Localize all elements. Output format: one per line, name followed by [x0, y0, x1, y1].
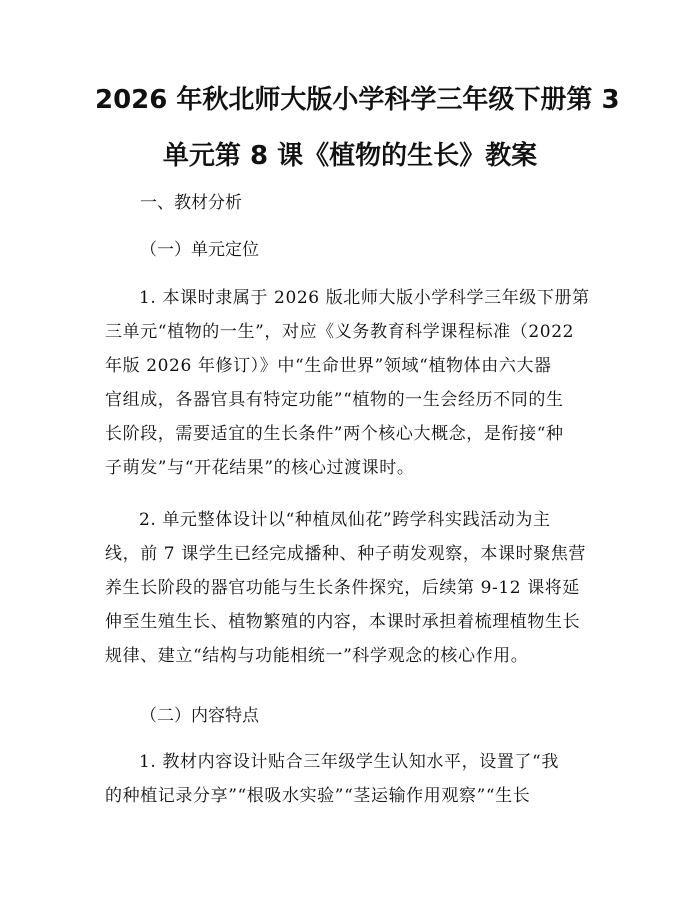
paragraph-line: 1. 本课时隶属于 2026 版北师大版小学科学三年级下册第 [139, 288, 590, 308]
paragraph-content-features-1 [105, 745, 600, 813]
title-line-1: 2026 年秋北师大版小学科学三年级下册第 3 [95, 85, 620, 115]
paragraph-line: 1. 教材内容设计贴合三年级学生认知水平，设置了“我 [139, 752, 559, 772]
title-line-2: 单元第 8 课《植物的生长》教案 [162, 141, 538, 171]
paragraph-line: 年版 2026 年修订）》中“生命世界”领域“植物体由六大器 [105, 356, 552, 376]
paragraph-line: 子萌发”与“开花结果”的核心过渡课时。 [105, 458, 415, 478]
subsection-heading-unit-positioning: （一）单元定位 [140, 240, 259, 260]
paragraph-line: 伸至生殖生长、植物繁殖的内容，本课时承担着梳理植物生长 [105, 612, 581, 632]
paragraph-line: 规律、建立“结构与功能相统一”科学观念的核心作用。 [105, 646, 529, 666]
paragraph-line: 的种植记录分享”“根吸水实验”“茎运输作用观察”“生长 [105, 786, 531, 806]
paragraph-line: 官组成，各器官具有特定功能”“植物的一生会经历不同的生 [105, 390, 564, 410]
paragraph-unit-positioning-2 [105, 503, 600, 673]
document-title [95, 72, 620, 184]
paragraph-line: 养生长阶段的器官功能与生长条件探究，后续第 9-12 课将延 [105, 578, 580, 598]
paragraph-line: 三单元“植物的一生”，对应《义务教育科学课程标准（2022 [105, 322, 575, 342]
paragraph-line: 2. 单元整体设计以“种植凤仙花”跨学科实践活动为主 [139, 510, 551, 530]
paragraph-line: 长阶段，需要适宜的生长条件”两个核心大概念，是衔接“种 [105, 424, 564, 444]
subsection-heading-content-features: （二）内容特点 [140, 706, 259, 726]
paragraph-unit-positioning-1 [105, 281, 600, 485]
paragraph-line: 线，前 7 课学生已经完成播种、种子萌发观察，本课时聚焦营 [105, 544, 587, 564]
section-heading-teaching-material-analysis: 一、教材分析 [140, 193, 242, 213]
